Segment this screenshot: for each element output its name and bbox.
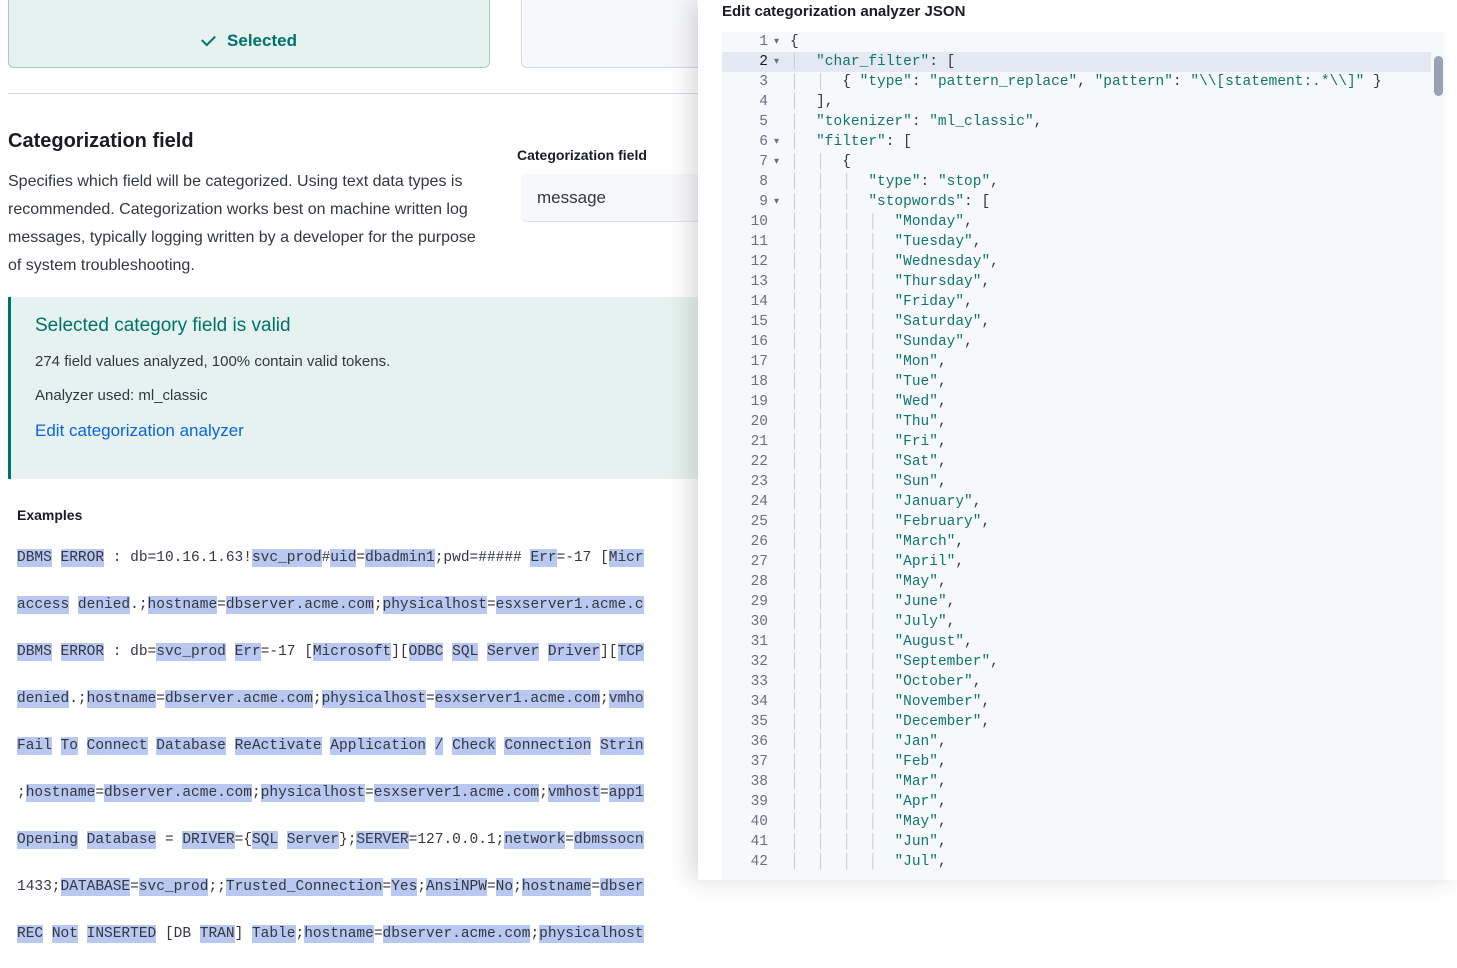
code-line[interactable]: │ │ │ │ "January",: [790, 494, 982, 510]
example-token: INSERTED: [86, 926, 157, 942]
line-number: 38: [750, 774, 768, 790]
editor-line-number[interactable]: [722, 452, 790, 472]
fold-toggle-icon[interactable]: ▾: [774, 56, 780, 67]
section-description: Specifies which field will be categorized. Using text data types is recommended. Categorization works best on machine written log messages, typically logging written by a developer for the purpose of system troubleshooting.: [8, 173, 476, 274]
example-token: Yes: [391, 879, 418, 895]
line-number: 32: [750, 654, 768, 670]
line-number: 7: [759, 154, 768, 170]
example-token: /: [434, 738, 444, 754]
example-text: ][: [391, 644, 409, 660]
line-number: 15: [750, 314, 768, 330]
example-text: #: [321, 550, 331, 566]
example-token: SQL: [251, 832, 279, 848]
example-token: svc_prod: [251, 550, 322, 566]
code-line[interactable]: │ │ │ │ "May",: [790, 814, 947, 830]
line-number: 33: [750, 674, 768, 690]
example-text: [52, 644, 61, 660]
example-text: [69, 597, 78, 613]
editor-line-number[interactable]: [722, 412, 790, 432]
example-token: denied: [17, 691, 70, 707]
code-line[interactable]: │ │ │ │ "December",: [790, 714, 991, 730]
example-token: uid: [330, 550, 357, 566]
example-token: physicalhost: [321, 691, 427, 707]
line-number: 39: [750, 794, 768, 810]
editor-line-number[interactable]: [722, 852, 790, 872]
example-token: vmhost: [547, 785, 601, 801]
editor-line-number[interactable]: [722, 432, 790, 452]
code-line[interactable]: │ │ │ │ "Feb",: [790, 754, 947, 770]
example-token: svc_prod: [138, 879, 209, 895]
example-token: dbserver.acme.com: [164, 691, 313, 707]
example-token: Micr: [608, 550, 644, 566]
example-text: =: [486, 879, 496, 895]
code-line[interactable]: │ │ │ │ "Friday",: [790, 294, 973, 310]
example-text: [52, 738, 61, 754]
example-text: [43, 926, 52, 942]
code-line[interactable]: │ │ │ │ "May",: [790, 574, 947, 590]
code-line[interactable]: │ │ │ │ "March",: [790, 534, 965, 550]
code-line[interactable]: │ │ │ │ "Sat",: [790, 454, 947, 470]
edit-analyzer-flyout: [698, 0, 1457, 880]
example-token: Connection: [504, 738, 592, 754]
fold-toggle-icon[interactable]: ▾: [774, 196, 780, 207]
code-line[interactable]: │ │ │ │ "July",: [790, 614, 956, 630]
editor-line-number[interactable]: [722, 652, 790, 672]
line-number: 31: [750, 634, 768, 650]
example-token: ERROR: [60, 550, 105, 566]
example-text: [78, 832, 87, 848]
example-text: =: [382, 879, 392, 895]
editor-line-number[interactable]: [722, 92, 790, 112]
code-line[interactable]: │ │ │ │ "Thu",: [790, 414, 947, 430]
example-token: DATABASE: [60, 879, 131, 895]
example-text: =: [156, 832, 183, 848]
code-line[interactable]: │ │ │ │ "Tuesday",: [790, 234, 982, 250]
example-token: access: [17, 597, 70, 613]
example-token: dbadmin1: [365, 550, 435, 566]
code-line[interactable]: │ │ │ │ "June",: [790, 594, 956, 610]
example-token: physicalhost: [539, 926, 644, 942]
editor-line-number[interactable]: [722, 512, 790, 532]
example-text: [52, 550, 61, 566]
example-token: dbserver.acme.com: [104, 785, 252, 801]
example-text: ;: [373, 597, 383, 613]
example-text: ;;: [208, 879, 226, 895]
editor-line-number[interactable]: [722, 572, 790, 592]
line-number: 42: [750, 854, 768, 870]
editor-scroll-thumb[interactable]: [1434, 56, 1443, 96]
editor-line-number[interactable]: [722, 32, 790, 52]
page-title: Categorization field: [8, 130, 194, 152]
example-token: physicalhost: [260, 785, 366, 801]
editor-line-number[interactable]: [722, 232, 790, 252]
example-token: hostname: [521, 879, 592, 895]
example-token: Database: [86, 832, 157, 848]
code-line[interactable]: │ │ │ │ "February",: [790, 514, 991, 530]
check-icon: [201, 33, 217, 49]
code-line[interactable]: │ │ │ │ "Mar",: [790, 774, 947, 790]
example-token: Server: [286, 832, 340, 848]
code-line[interactable]: │ │ │ │ "Monday",: [790, 214, 973, 230]
example-text: ;: [539, 785, 548, 801]
example-text: 1433;: [17, 879, 61, 895]
example-token: hostname: [25, 785, 96, 801]
editor-line-number[interactable]: [722, 72, 790, 92]
editor-line-number[interactable]: [722, 252, 790, 272]
example-text: ;: [513, 879, 522, 895]
example-token: Connect: [86, 738, 148, 754]
example-text: .;: [69, 691, 87, 707]
example-text: : db=: [104, 644, 157, 660]
example-token: Driver: [547, 644, 601, 660]
example-text: [78, 926, 87, 942]
line-number: 5: [759, 114, 768, 130]
example-token: DRIVER: [182, 832, 235, 848]
editor-line-number[interactable]: [722, 112, 790, 132]
line-number: 27: [750, 554, 768, 570]
editor-line-number[interactable]: [722, 712, 790, 732]
fold-toggle-icon[interactable]: ▾: [774, 36, 780, 47]
example-text: =: [565, 832, 574, 848]
example-text: =: [426, 691, 435, 707]
example-token: REC: [17, 926, 44, 942]
example-token: SQL: [452, 644, 479, 660]
code-line[interactable]: │ │ │ │ "Apr",: [790, 794, 947, 810]
example-text: .;: [130, 597, 148, 613]
selected-method-card[interactable]: [8, 0, 490, 68]
editor-line-number[interactable]: [722, 732, 790, 752]
example-token: physicalhost: [382, 597, 487, 613]
code-line[interactable]: │ │ │ │ "August",: [790, 634, 973, 650]
example-token: vmho: [608, 691, 644, 707]
line-number: 28: [750, 574, 768, 590]
code-line[interactable]: │ │ │ │ "Jul",: [790, 854, 947, 870]
editor-line-number[interactable]: [722, 192, 790, 212]
code-line[interactable]: │ │ │ │ "Jun",: [790, 834, 947, 850]
example-token: Table: [251, 926, 296, 942]
example-text: : db=10.16.1.63!: [104, 550, 252, 566]
example-text: [478, 644, 487, 660]
example-token: Database: [156, 738, 226, 754]
example-token: Strin: [600, 738, 644, 754]
editor-line-number[interactable]: [722, 832, 790, 852]
example-token: To: [60, 738, 78, 754]
example-text: [443, 644, 452, 660]
code-line[interactable]: │ │ │ "stopwords": [: [790, 194, 991, 210]
line-number: 41: [750, 834, 768, 850]
example-text: ;: [17, 785, 26, 801]
example-text: =: [95, 785, 105, 801]
line-number: 24: [750, 494, 768, 510]
example-text: ;: [251, 785, 261, 801]
example-text: [DB: [156, 926, 200, 942]
code-line[interactable]: │ │ │ │ "Saturday",: [790, 314, 991, 330]
example-token: hostname: [147, 597, 218, 613]
line-number: 19: [750, 394, 768, 410]
line-number: 14: [750, 294, 768, 310]
example-line: [17, 921, 1117, 947]
editor-line-number[interactable]: [722, 132, 790, 152]
line-number: 29: [750, 594, 768, 610]
line-number: 10: [750, 214, 768, 230]
code-line[interactable]: │ "tokenizer": "ml_classic",: [790, 114, 1043, 130]
example-text: =: [600, 785, 609, 801]
editor-line-number[interactable]: [722, 52, 790, 72]
editor-line-number[interactable]: [722, 532, 790, 552]
editor-line-number[interactable]: [722, 392, 790, 412]
example-token: hostname: [86, 691, 157, 707]
example-token: Err: [530, 550, 557, 566]
example-token: app1: [608, 785, 644, 801]
line-number: 40: [750, 814, 768, 830]
line-number: 8: [759, 174, 768, 190]
callout-title: Selected category field is valid: [35, 315, 291, 336]
editor-line-number[interactable]: [722, 332, 790, 352]
code-line[interactable]: │ │ │ │ "Jan",: [790, 734, 947, 750]
example-text: =: [156, 691, 165, 707]
example-text: ][: [600, 644, 618, 660]
editor-line-number[interactable]: [722, 612, 790, 632]
code-line[interactable]: │ │ │ │ "Fri",: [790, 434, 947, 450]
line-number: 12: [750, 254, 768, 270]
example-token: ERROR: [60, 644, 105, 660]
code-line[interactable]: │ "filter": [: [790, 134, 912, 150]
code-line[interactable]: │ │ │ │ "Wed",: [790, 394, 947, 410]
editor-scrollbar[interactable]: [1431, 32, 1445, 880]
example-text: ;pwd=#####: [434, 550, 531, 566]
example-token: esxserver1.acme.c: [495, 597, 644, 613]
example-token: Opening: [17, 832, 78, 848]
code-line[interactable]: │ │ │ │ "November",: [790, 694, 991, 710]
code-line[interactable]: │ ],: [790, 94, 834, 110]
example-token: Err: [234, 644, 261, 660]
example-token: DBMS: [17, 644, 52, 660]
callout-analyzer: Analyzer used: ml_classic: [35, 387, 208, 404]
example-token: TRAN: [199, 926, 235, 942]
example-text: [539, 644, 548, 660]
example-text: =: [373, 926, 383, 942]
fold-toggle-icon[interactable]: ▾: [774, 156, 780, 167]
example-text: ;: [417, 879, 427, 895]
example-text: ;: [600, 691, 609, 707]
code-line[interactable]: │ │ │ │ "Sun",: [790, 474, 947, 490]
code-line[interactable]: {: [790, 34, 799, 50]
editor-line-number[interactable]: [722, 592, 790, 612]
example-text: =: [217, 597, 226, 613]
example-text: [426, 738, 435, 754]
selected-label: Selected: [227, 31, 297, 50]
example-text: =: [365, 785, 374, 801]
example-token: DBMS: [17, 550, 52, 566]
line-number: 36: [750, 734, 768, 750]
code-line[interactable]: │ │ {: [790, 154, 851, 170]
example-token: dbserver.acme.com: [382, 926, 531, 942]
example-token: TCP: [617, 644, 644, 660]
code-line[interactable]: │ │ │ │ "Sunday",: [790, 334, 973, 350]
flyout-title: Edit categorization analyzer JSON: [722, 3, 966, 20]
example-text: [226, 644, 235, 660]
example-token: Fail: [17, 738, 52, 754]
editor-line-number[interactable]: [722, 792, 790, 812]
editor-line-number[interactable]: [722, 772, 790, 792]
code-line[interactable]: │ │ │ │ "September",: [790, 654, 999, 670]
categorization-field-label: Categorization field: [517, 147, 647, 163]
code-line[interactable]: │ │ │ │ "April",: [790, 554, 965, 570]
editor-line-number[interactable]: [722, 492, 790, 512]
editor-line-number[interactable]: [722, 152, 790, 172]
example-text: [443, 738, 452, 754]
example-token: esxserver1.acme.com: [373, 785, 540, 801]
example-token: dbser: [600, 879, 644, 895]
example-text: ]: [234, 926, 252, 942]
example-text: [322, 738, 331, 754]
example-token: Trusted_Connection: [225, 879, 383, 895]
example-text: ;: [530, 926, 540, 942]
json-editor[interactable]: [722, 32, 1445, 880]
example-text: ;: [295, 926, 305, 942]
code-line[interactable]: │ │ │ │ "Mon",: [790, 354, 947, 370]
code-line[interactable]: │ │ │ │ "Wednesday",: [790, 254, 999, 270]
editor-line-number[interactable]: [722, 292, 790, 312]
editor-line-number[interactable]: [722, 752, 790, 772]
example-token: ReActivate: [234, 738, 322, 754]
example-token: denied: [77, 597, 131, 613]
line-number: 20: [750, 414, 768, 430]
line-number: 18: [750, 374, 768, 390]
example-text: =: [486, 597, 496, 613]
example-text: [78, 738, 87, 754]
line-number: 16: [750, 334, 768, 350]
line-number: 25: [750, 514, 768, 530]
editor-line-number[interactable]: [722, 312, 790, 332]
example-token: hostname: [304, 926, 374, 942]
example-token: dbserver.acme.com: [225, 597, 374, 613]
line-number: 35: [750, 714, 768, 730]
example-token: Microsoft: [312, 644, 392, 660]
example-text: =: [356, 550, 366, 566]
editor-line-number[interactable]: [722, 372, 790, 392]
editor-line-number[interactable]: [722, 672, 790, 692]
line-number: 37: [750, 754, 768, 770]
callout-stats: 274 field values analyzed, 100% contain valid tokens.: [35, 353, 391, 370]
example-text: };: [339, 832, 357, 848]
example-token: AnsiNPW: [426, 879, 487, 895]
editor-gutter[interactable]: [722, 32, 790, 880]
example-text: =: [591, 879, 601, 895]
line-number: 23: [750, 474, 768, 490]
editor-code-area[interactable]: [790, 32, 1431, 880]
code-line[interactable]: │ │ │ │ "Tue",: [790, 374, 947, 390]
line-number: 11: [750, 234, 768, 250]
editor-line-number[interactable]: [722, 812, 790, 832]
line-number: 30: [750, 614, 768, 630]
examples-title: Examples: [17, 507, 83, 523]
line-number: 9: [759, 194, 768, 210]
example-token: Not: [51, 926, 78, 942]
example-text: =127.0.0.1;: [408, 832, 505, 848]
code-line[interactable]: │ │ │ "type": "stop",: [790, 174, 999, 190]
example-token: svc_prod: [156, 644, 226, 660]
example-token: network: [504, 832, 566, 848]
editor-line-number[interactable]: [722, 632, 790, 652]
line-number: 6: [759, 134, 768, 150]
code-line[interactable]: │ │ │ │ "Thursday",: [790, 274, 991, 290]
edit-analyzer-link[interactable]: Edit categorization analyzer: [35, 421, 244, 440]
example-token: ODBC: [408, 644, 444, 660]
example-token: Application: [330, 738, 427, 754]
editor-line-number[interactable]: [722, 352, 790, 372]
editor-line-number[interactable]: [722, 212, 790, 232]
example-text: ;: [312, 691, 322, 707]
code-line[interactable]: │ │ │ │ "October",: [790, 674, 982, 690]
example-token: No: [495, 879, 514, 895]
line-number: 26: [750, 534, 768, 550]
example-token: dbmssocn: [573, 832, 644, 848]
editor-line-number[interactable]: [722, 272, 790, 292]
line-number: 34: [750, 694, 768, 710]
code-line[interactable]: │ │ { "type": "pattern_replace", "pattern": "\\[statement:.*\\]" }: [790, 74, 1382, 90]
line-number: 22: [750, 454, 768, 470]
example-text: [278, 832, 287, 848]
line-number: 3: [759, 74, 768, 90]
code-line[interactable]: │ "char_filter": [: [790, 52, 1431, 72]
example-text: [591, 738, 600, 754]
fold-toggle-icon[interactable]: ▾: [774, 136, 780, 147]
example-text: [148, 738, 157, 754]
line-number: 21: [750, 434, 768, 450]
example-text: ={: [234, 832, 252, 848]
line-number: 17: [750, 354, 768, 370]
line-number: 13: [750, 274, 768, 290]
line-number: 1: [759, 34, 768, 50]
example-token: Server: [486, 644, 540, 660]
line-number: 4: [759, 94, 768, 110]
editor-line-number[interactable]: [722, 552, 790, 572]
selected-label-group: [201, 31, 297, 51]
example-text: =: [130, 879, 139, 895]
example-token: SERVER: [356, 832, 409, 848]
example-text: =-17 [: [556, 550, 609, 566]
line-number: 2: [759, 54, 768, 70]
editor-line-number[interactable]: [722, 692, 790, 712]
example-text: [226, 738, 235, 754]
example-token: esxserver1.acme.com: [434, 691, 601, 707]
example-text: =-17 [: [260, 644, 313, 660]
editor-line-number[interactable]: [722, 172, 790, 192]
example-token: Check: [452, 738, 496, 754]
editor-line-number[interactable]: [722, 472, 790, 492]
